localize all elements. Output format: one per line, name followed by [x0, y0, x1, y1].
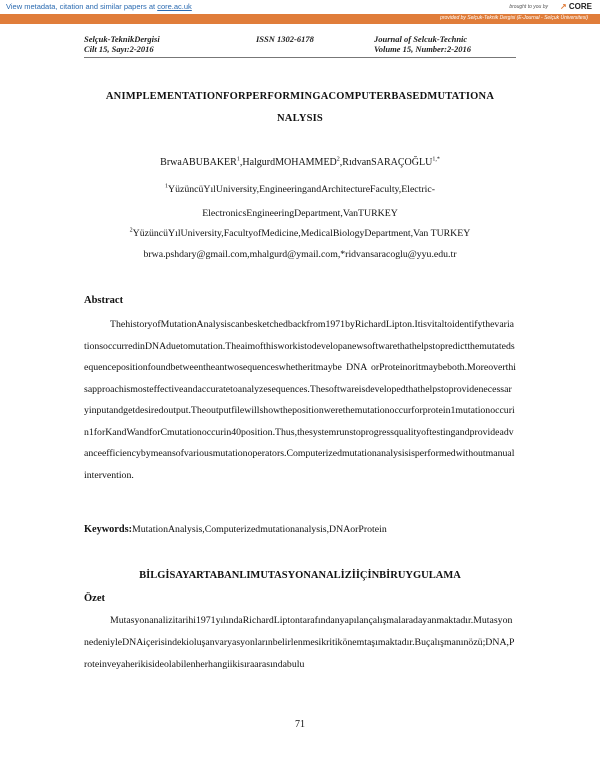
author-name: RıdvanSARAÇOĞLU	[342, 157, 433, 168]
paper-title: ANIMPLEMENTATIONFORPERFORMINGACOMPUTERBASEDMUTATIONA NALYSIS	[105, 91, 495, 124]
core-metadata-link[interactable]: View metadata, citation and similar papers at core.ac.uk	[6, 2, 192, 11]
page-number: 71	[295, 719, 305, 730]
author-name: BrwaABUBAKER	[160, 157, 237, 168]
journal-header-left: Selçuk-TeknikDergisi Cilt 15, Sayı:2-2016	[84, 34, 160, 54]
brought-by-label: brought to you by	[509, 4, 548, 10]
ozet-text: Mutasyonanalizitarihi1971yılındaRichardLiptontarafındanyapılançalışmalaradayanmaktadır.MutasyonnedeniyleDNAiçerisindekioluşanvaryasyonlarınbelirlenmesikritikönemtaşımaktadır.Buçalışmanınözü;DNA,Proteinveyaherikisideolabilenherhangiikisıraarasındabulu	[84, 615, 515, 670]
author-emails: brwa.pshdary@gmail.com,mhalgurd@ymail.com,*ridvansaracoglu@yyu.edu.tr	[143, 249, 457, 260]
core-provider-bar	[0, 14, 600, 24]
affiliation-1: $^1$YüzüncüYılUniversity,EngineeringandArchitectureFaculty,Electric-ElectronicsEngineeringDepartment,VanTURKEY	[165, 183, 435, 219]
ozet-heading: Özet	[84, 593, 105, 604]
core-banner	[0, 0, 600, 14]
keywords	[84, 523, 516, 537]
affiliation-2: $^2$YüzüncüYılUniversity,FacultyofMedicine,MedicalBiologyDepartment,Van TURKEY	[129, 227, 471, 239]
abstract-text: ThehistoryofMutationAnalysiscanbesketchedbackfrom1971byRichardLipton.ItisvitaltoidentifythevariationsoccurredinDNAduetomutation.Theaimofthisworkistodevelopanewsoftwarethathelpstopredictthemutatedsequencepositionfoundbetweentheantwosequenceswhetheritmaybe DNA orProteinoritmaybeboth.Moreoverthisapproachismosteffectiveandaccuratetoanalyzesequences.Thesoftwareisdevelopedthathelpstoprovidenecessaryinputandgetdesiredoutput.Theoutputfilewillshowthepositionwerethemutationoccurforprotein1mutationoccurin1forKandWandforCmutationoccurin40position.Thus,thesystemrunstoprogressqualityoftestingandprovideadvanceefficiencybymeansofvariousmutationoperators.Computerizedmutationanalysisisperformedwithoutmanualintervention.	[84, 319, 516, 481]
journal-header-right: Journal of Selcuk-Technic Volume 15, Number:2-2016	[374, 34, 472, 54]
journal-header	[84, 34, 516, 56]
abstract-heading: Abstract	[84, 295, 124, 306]
keywords-label: Keywords:	[84, 524, 133, 535]
provided-by-label: provided by Selçuk-Teknik Dergisi (E-Journal - Selçuk Üniversitesi)	[440, 15, 588, 21]
header-divider	[84, 57, 516, 58]
author-list: BrwaABUBAKER$^1$,HalgurdMOHAMMED$^2$,RıdvanSARAÇOĞLU$^{1,*}$	[160, 156, 440, 168]
keywords-text: MutationAnalysis,Computerizedmutationanalysis,DNAorProtein	[132, 524, 387, 535]
author-name: HalgurdMOHAMMED	[242, 157, 337, 168]
turkish-title: BİLGİSAYARTABANLIMUTASYONANALİZİİÇİNBİRUYGULAMA	[139, 570, 461, 581]
core-logo-icon[interactable]: ↗ CORE	[559, 2, 592, 11]
journal-issn: ISSN 1302-6178	[256, 34, 314, 44]
